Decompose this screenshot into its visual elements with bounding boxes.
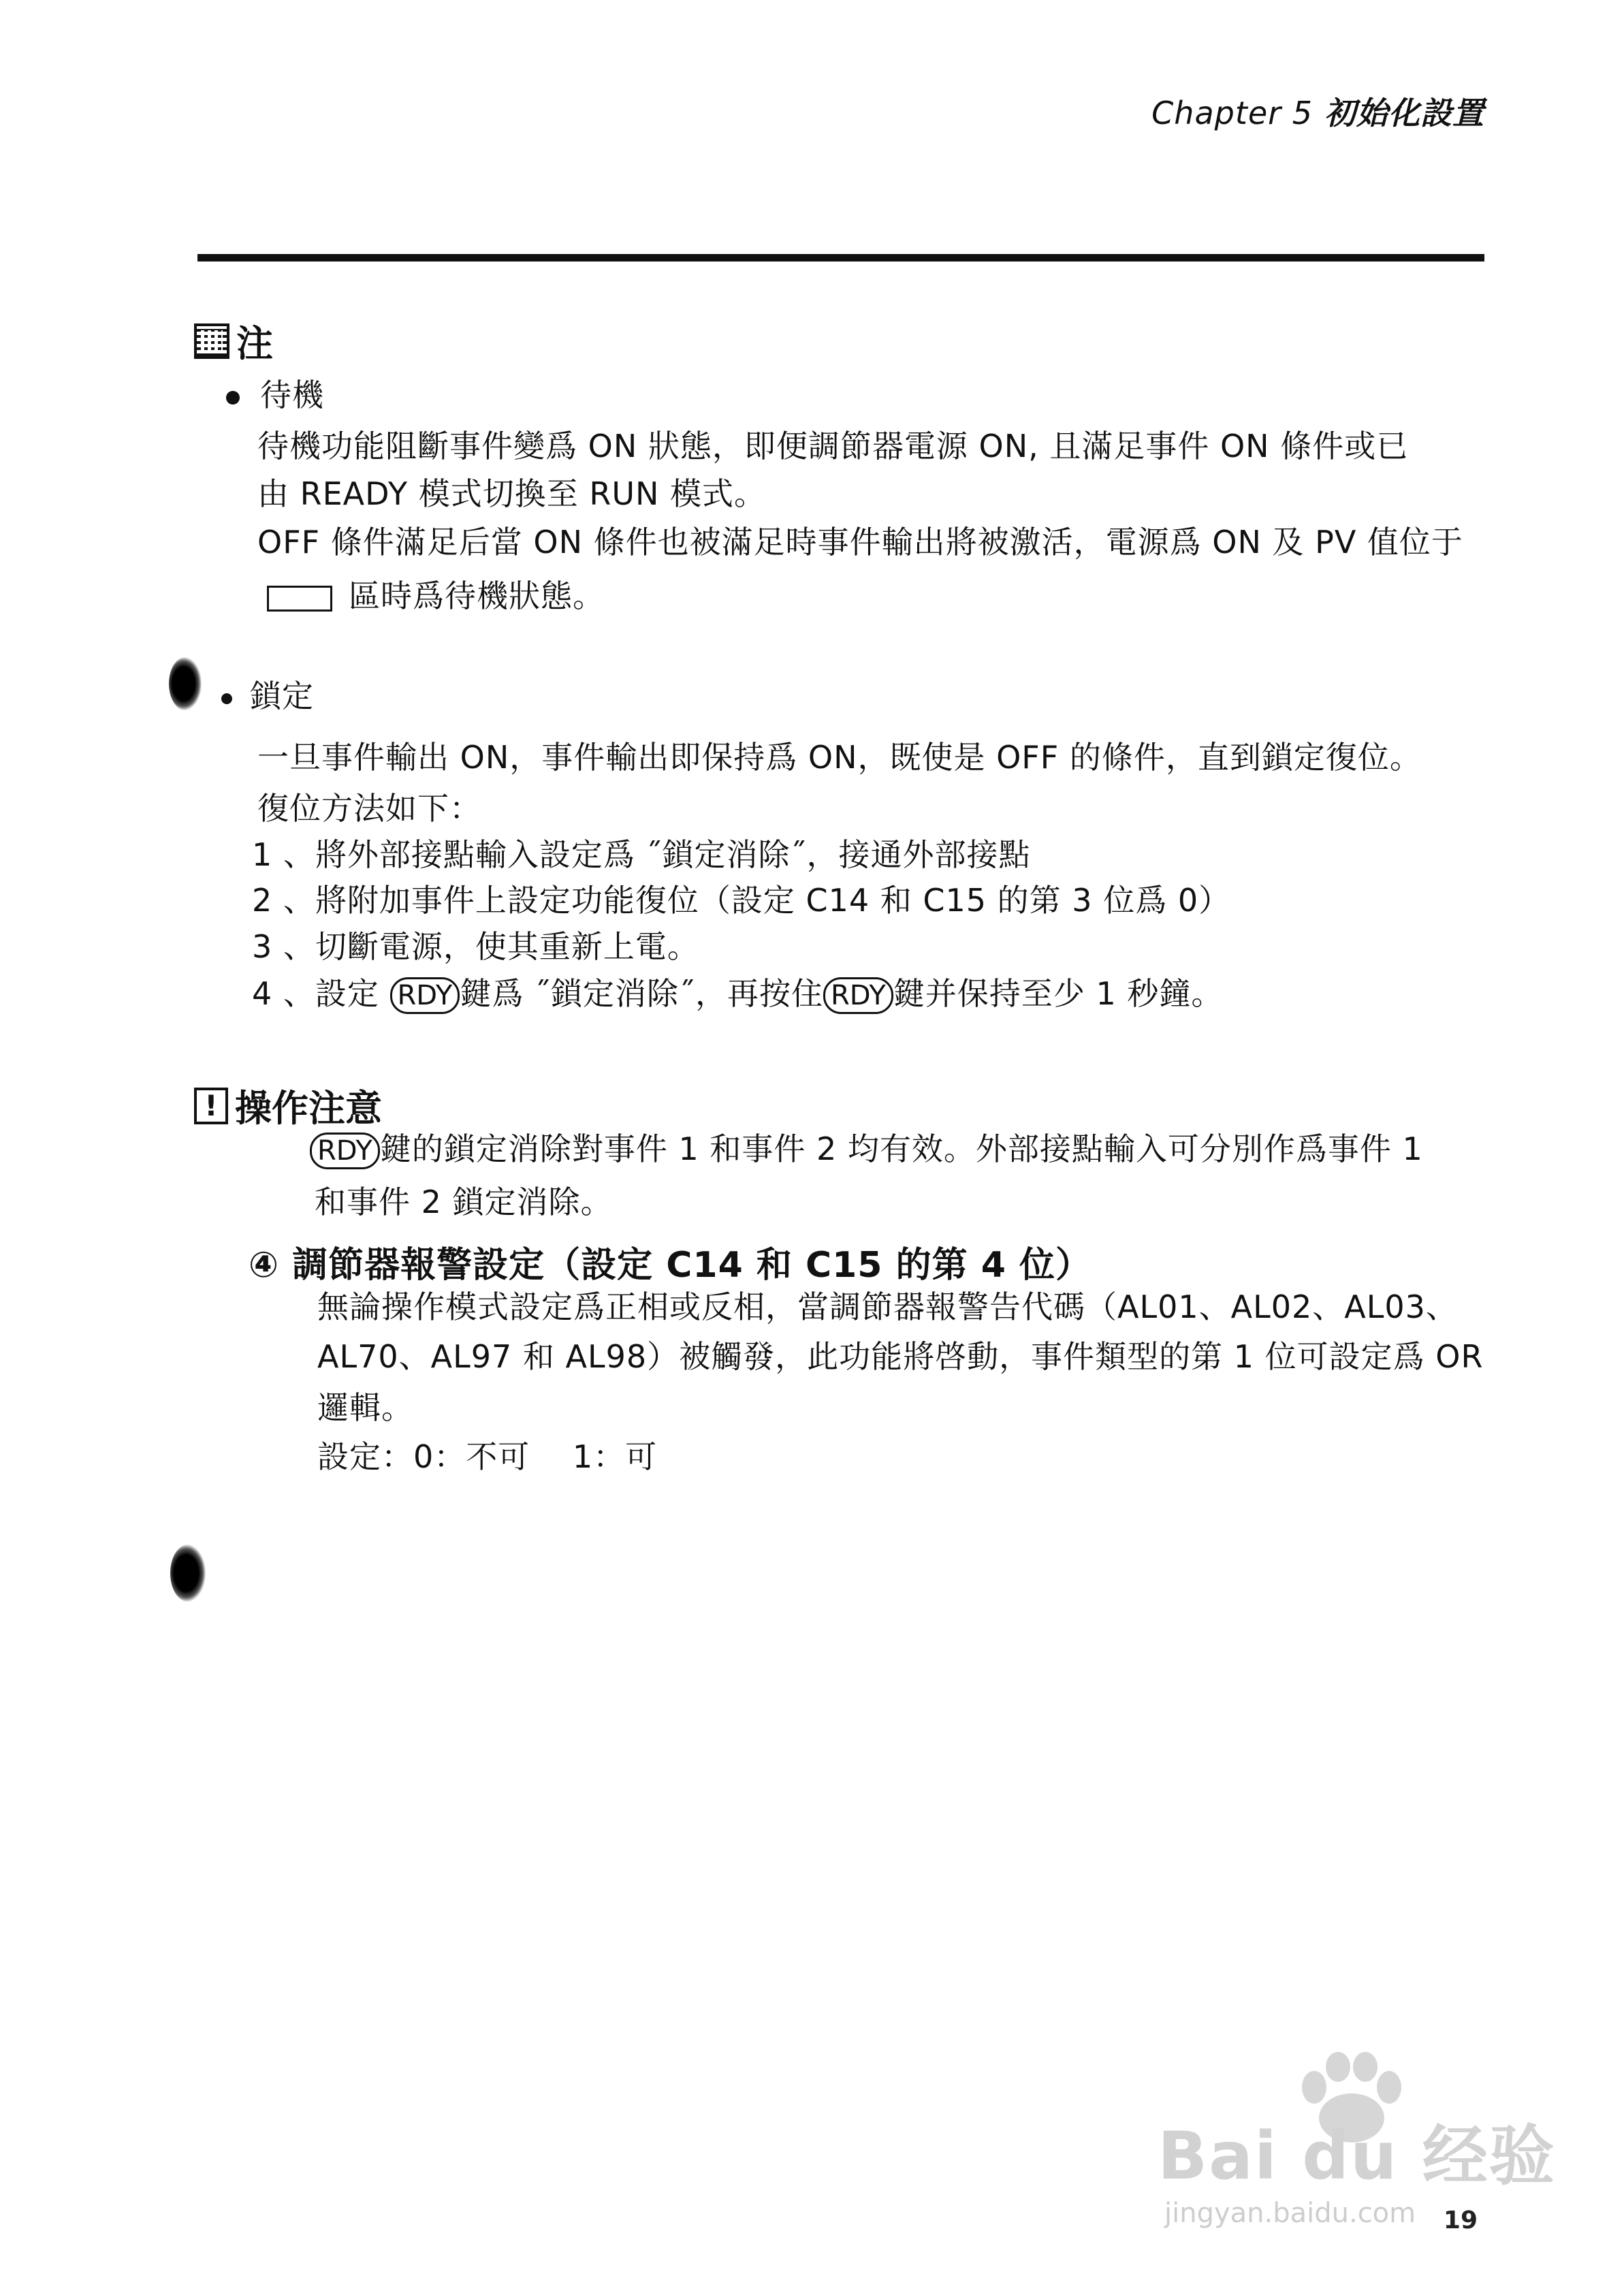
standby-line-1: 待機功能阻斷事件變爲 ON 狀態，即便調節器電源 ON, 且滿足事件 ON 條件或已 [257,428,1409,464]
caution-heading-label: 操作注意 [235,1087,382,1130]
rdy-key-icon: RDY [823,977,893,1014]
chapter-title: 初始化設置 [1324,95,1484,131]
section-4-title: ④ 調節器報警設定（設定 C14 和 C15 的第 4 位） [249,1245,1092,1286]
lock-line-2: 復位方法如下： [257,790,481,827]
baidu-watermark [1158,2104,1556,2229]
page-number: 19 [1443,2206,1478,2234]
section-4-line-4: 設定：0：不可 1：可 [317,1438,658,1475]
caution-heading [194,1079,382,1132]
watermark-url: jingyan.baidu.com [1164,2198,1416,2229]
section-4-line-3: 邏輯。 [317,1389,413,1426]
lock-title: 鎖定 [250,678,314,714]
standby-line-4: 區時爲待機狀態。 [349,577,605,614]
standby-line-3: OFF 條件滿足后當 ON 條件也被滿足時事件輸出將被激活，電源爲 ON 及 PV 值位于 [257,524,1463,560]
lock-title-row [221,678,314,715]
rdy-key-icon: RDY [310,1133,380,1169]
lock-item-1: 1 、將外部接點輸入設定爲 ˝鎖定消除˝，接通外部接點 [252,836,1031,873]
hole-punch-mark [170,1545,206,1602]
lock-item-4-suffix: 鍵并保持至少 1 秒鐘。 [893,975,1224,1012]
caution-line-2: 和事件 2 鎖定消除。 [315,1184,613,1220]
warning-icon: ! [194,1088,228,1124]
note-heading [194,315,273,367]
bullet-icon [221,693,232,704]
standby-line-2: 由 READY 模式切換至 RUN 模式。 [257,475,767,512]
chapter-prefix: Chapter 5 [1151,95,1313,131]
lock-item-4-prefix: 4 、設定 [252,975,379,1012]
caution-line-1 [310,1130,1423,1169]
bullet-icon [226,391,240,405]
rdy-key-icon: RDY [390,977,460,1014]
header-rule [197,254,1484,262]
caution-line-1-text: 鍵的鎖定消除對事件 1 和事件 2 均有效。外部接點輸入可分別作爲事件 1 [379,1130,1423,1167]
note-icon [194,323,229,359]
hole-punch-mark [169,657,202,710]
lock-item-2: 2 、將附加事件上設定功能復位（設定 C14 和 C15 的第 3 位爲 0） [252,882,1231,919]
lock-item-4 [252,975,1223,1014]
lock-item-4-middle: 鍵爲 ˝鎖定消除˝，再按住 [460,975,823,1012]
note-heading-label: 注 [236,322,273,365]
chapter-header [1151,89,1484,133]
blank-box [267,586,332,612]
lock-item-3: 3 、切斷電源，使其重新上電。 [252,928,699,965]
standby-title-row [226,377,324,414]
lock-line-1: 一旦事件輸出 ON，事件輸出即保持爲 ON，既使是 OFF 的條件，直到鎖定復位。 [257,739,1422,776]
standby-line-4-row [267,577,605,615]
watermark-main: Bai du 经验 [1158,2118,1556,2194]
section-4-line-1: 無論操作模式設定爲正相或反相，當調節器報警告代碼（AL01、AL02、AL03、 [317,1288,1458,1325]
section-4-line-2: AL70、AL97 和 AL98）被觸發，此功能將啓動，事件類型的第 1 位可設定爲 OR [317,1338,1484,1375]
standby-title: 待機 [260,377,324,413]
